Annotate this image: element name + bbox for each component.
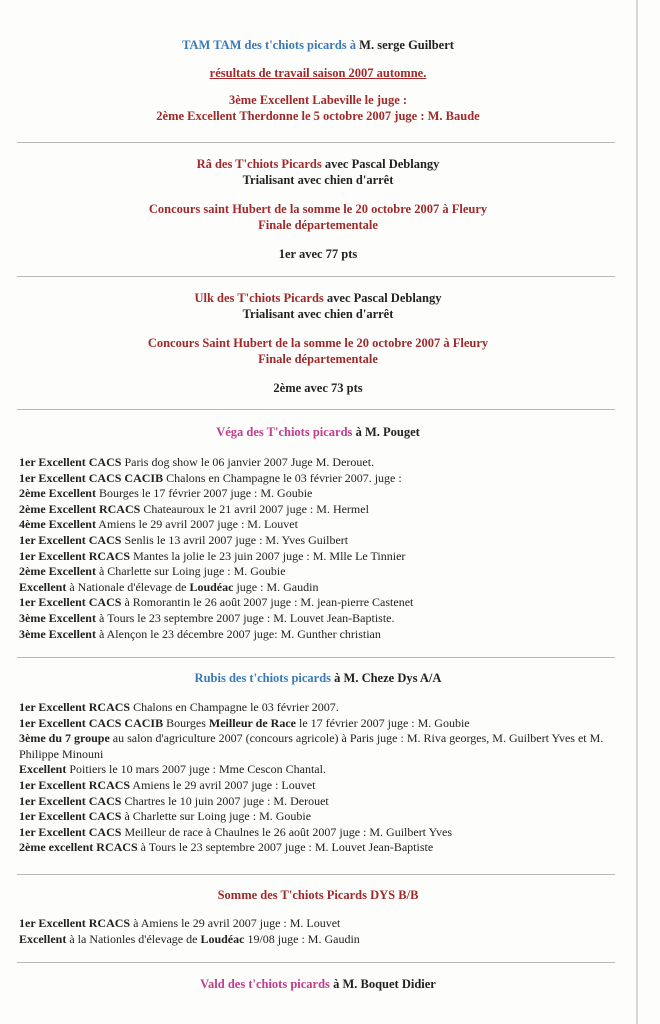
result-line: 3ème Excellent Labeville le juge : bbox=[228, 93, 408, 107]
divider bbox=[17, 657, 615, 658]
result-details: le 17 février 2007 juge : M. Goubie bbox=[295, 715, 470, 730]
result-row bbox=[19, 916, 619, 932]
owner-name: Pascal Deblangy bbox=[353, 291, 442, 305]
section-vega-title bbox=[0, 424, 636, 440]
result-details: à Charlette sur Loing juge : M. Goubie bbox=[95, 564, 286, 579]
result-row bbox=[19, 517, 619, 533]
result-row bbox=[19, 716, 619, 732]
title-connector: à bbox=[329, 977, 343, 991]
result-row bbox=[19, 455, 619, 471]
result-details: à Alençon le 23 décembre 2007 juge: M. Gunther christian bbox=[95, 626, 381, 641]
result-award: 1er Excellent CACS bbox=[19, 455, 122, 469]
results-list-rubis bbox=[19, 700, 619, 856]
divider bbox=[17, 142, 615, 143]
section-rubis-title bbox=[0, 670, 636, 686]
section-title bbox=[0, 290, 636, 306]
owner-name: M. serge Guilbert bbox=[359, 38, 454, 52]
result-line: 2ème Excellent Therdonne le 5 octobre 2007 juge : M. Baude bbox=[156, 109, 480, 123]
title-connector: à bbox=[352, 425, 365, 439]
result-row bbox=[19, 762, 619, 778]
result-details: à Amiens le 29 avril 2007 juge : M. Louvet bbox=[130, 916, 341, 930]
divider bbox=[17, 874, 615, 875]
result-award: 1er Excellent CACS bbox=[19, 809, 122, 824]
result-row bbox=[19, 700, 619, 716]
result-award: 3ème Excellent bbox=[19, 626, 96, 641]
result-details: Paris dog show le 06 janvier 2007 Juge M. Derouet. bbox=[121, 455, 375, 469]
result-row bbox=[19, 595, 619, 611]
result-row bbox=[19, 809, 619, 825]
section-title bbox=[0, 887, 636, 903]
result-row bbox=[19, 611, 619, 627]
owner-name: M. Pouget bbox=[364, 425, 420, 439]
result-award: 4ème Excellent bbox=[19, 517, 96, 532]
section-ulk bbox=[0, 290, 636, 396]
page-edge bbox=[636, 0, 638, 1024]
section-vald-title bbox=[0, 976, 636, 992]
result-details: juge : M. Gaudin bbox=[233, 579, 319, 594]
result-row bbox=[19, 825, 619, 841]
result-details: Chalons en Champagne le 03 février 2007. bbox=[130, 700, 339, 714]
result-details: Bourges bbox=[163, 715, 209, 730]
dog-name: Vald des t'chiots picards bbox=[200, 977, 330, 991]
result-details: Chalons en Champagne le 03 février 2007. juge : bbox=[163, 470, 402, 485]
result-award: 2ème Excellent bbox=[19, 564, 96, 579]
result-award: 1er Excellent RCACS bbox=[19, 777, 131, 792]
result-award: 1er Excellent CACS bbox=[19, 793, 122, 808]
section-title bbox=[0, 156, 636, 172]
result-row bbox=[19, 794, 619, 810]
result-row bbox=[19, 731, 619, 762]
result-row bbox=[19, 778, 619, 794]
dog-name: Somme des T'chiots Picards DYS B/B bbox=[217, 888, 419, 902]
dog-name: Rubis des t'chiots picards bbox=[194, 671, 332, 685]
title-connector: à bbox=[346, 38, 360, 52]
result-award: 1er Excellent CACS CACIB bbox=[19, 715, 164, 730]
result-details: à la Nationles d'élevage de bbox=[66, 931, 201, 946]
results-list-vega bbox=[19, 455, 619, 642]
contest-line: Concours Saint Hubert de la somme le 20 octobre 2007 à Fleury bbox=[147, 336, 489, 350]
section-title bbox=[0, 976, 636, 992]
result-award: 1er Excellent CACS bbox=[19, 595, 122, 610]
title-connector: avec bbox=[323, 291, 354, 305]
result-details: au salon d'agriculture 2007 (concours agricole) à Paris juge : M. Riva georges, M. Guilbert Yves et M. Philippe Minouni bbox=[19, 731, 604, 761]
section-title bbox=[0, 424, 636, 440]
score-line: 2ème avec 73 pts bbox=[273, 381, 363, 395]
result-award: 2ème Excellent bbox=[19, 486, 96, 501]
title-connector: à bbox=[331, 671, 344, 685]
result-award: Loudéac bbox=[200, 931, 245, 946]
result-award: Loudéac bbox=[189, 579, 234, 594]
result-details: Chartres le 10 juin 2007 juge : M. Derouet bbox=[121, 793, 329, 808]
dog-name: Véga des T'chiots picards bbox=[216, 425, 353, 439]
result-details: 19/08 juge : M. Gaudin bbox=[244, 931, 360, 946]
result-details: à Romorantin le 26 août 2007 juge : M. jean-pierre Castenet bbox=[121, 595, 414, 610]
divider bbox=[17, 962, 615, 963]
result-row bbox=[19, 627, 619, 643]
result-details: Meilleur de race à Chaulnes le 26 août 2007 juge : M. Guilbert Yves bbox=[121, 824, 453, 839]
result-row bbox=[19, 502, 619, 518]
result-award: 1er Excellent CACS bbox=[19, 824, 122, 839]
result-row bbox=[19, 549, 619, 565]
result-row bbox=[19, 486, 619, 502]
result-award: 2ème excellent RCACS bbox=[19, 840, 138, 855]
results-list-somme bbox=[19, 916, 619, 947]
result-award: Excellent bbox=[19, 579, 67, 594]
dog-name: Râ des T'chiots Picards bbox=[196, 157, 322, 171]
contest-line: Concours saint Hubert de la somme le 20 octobre 2007 à Fleury bbox=[148, 202, 488, 216]
result-award: 2ème Excellent RCACS bbox=[19, 501, 141, 516]
result-award: Meilleur de Race bbox=[208, 715, 296, 730]
result-details: Poitiers le 10 mars 2007 juge : Mme Cescon Chantal. bbox=[66, 762, 326, 777]
result-award: 3ème du 7 groupe bbox=[19, 731, 110, 746]
title-connector: avec bbox=[321, 157, 352, 171]
result-details: Amiens le 29 avril 2007 juge : Louvet bbox=[130, 777, 316, 792]
result-details: à Nationale d'élevage de bbox=[66, 579, 190, 594]
owner-name: M. Boquet Didier bbox=[342, 977, 436, 991]
result-award: 1er Excellent RCACS bbox=[19, 916, 131, 930]
score-line: 1er avec 77 pts bbox=[278, 247, 358, 261]
dog-name: TAM TAM des t'chiots picards bbox=[182, 38, 347, 52]
section-title bbox=[0, 670, 636, 686]
result-row bbox=[19, 580, 619, 596]
divider bbox=[17, 276, 615, 277]
result-award: 1er Excellent CACS CACIB bbox=[19, 470, 164, 485]
result-row bbox=[19, 840, 619, 856]
result-award: Excellent bbox=[19, 931, 67, 946]
result-row bbox=[19, 932, 619, 948]
section-somme-title bbox=[0, 887, 636, 903]
result-details: Chateauroux le 21 avril 2007 juge : M. Hermel bbox=[140, 501, 369, 516]
result-details: Senlis le 13 avril 2007 juge : M. Yves Guilbert bbox=[121, 532, 349, 547]
info-line: Trialisant avec chien d'arrêt bbox=[242, 173, 394, 187]
result-row bbox=[19, 533, 619, 549]
contest-line: Finale départementale bbox=[258, 218, 378, 232]
owner-name: M. Cheze Dys A/A bbox=[343, 671, 442, 685]
info-line: Trialisant avec chien d'arrêt bbox=[242, 307, 394, 321]
result-row bbox=[19, 471, 619, 487]
section-tamtam bbox=[0, 37, 636, 124]
result-details: Bourges le 17 février 2007 juge : M. Goubie bbox=[95, 486, 313, 501]
owner-name: Pascal Deblangy bbox=[351, 157, 440, 171]
result-details: Amiens le 29 avril 2007 juge : M. Louvet bbox=[95, 517, 298, 532]
result-award: Excellent bbox=[19, 762, 67, 777]
divider bbox=[17, 409, 615, 410]
result-details: Mantes la jolie le 23 juin 2007 juge : M. Mlle Le Tinnier bbox=[130, 548, 406, 563]
section-subtitle: résultats de travail saison 2007 automne. bbox=[209, 66, 427, 80]
result-details: à Tours le 23 septembre 2007 juge : M. Louvet Jean-Baptiste bbox=[137, 840, 434, 855]
result-award: 1er Excellent CACS bbox=[19, 532, 122, 547]
dog-name: Ulk des T'chiots Picards bbox=[194, 291, 324, 305]
section-title bbox=[0, 37, 636, 53]
result-award: 3ème Excellent bbox=[19, 610, 96, 625]
result-award: 1er Excellent RCACS bbox=[19, 548, 131, 563]
result-details: à Charlette sur Loing juge : M. Goubie bbox=[121, 809, 312, 824]
result-row bbox=[19, 564, 619, 580]
result-award: 1er Excellent RCACS bbox=[19, 700, 131, 714]
section-ra bbox=[0, 156, 636, 262]
result-details: à Tours le 23 septembre 2007 juge : M. Louvet Jean-Baptiste. bbox=[95, 610, 395, 625]
contest-line: Finale départementale bbox=[258, 352, 378, 366]
